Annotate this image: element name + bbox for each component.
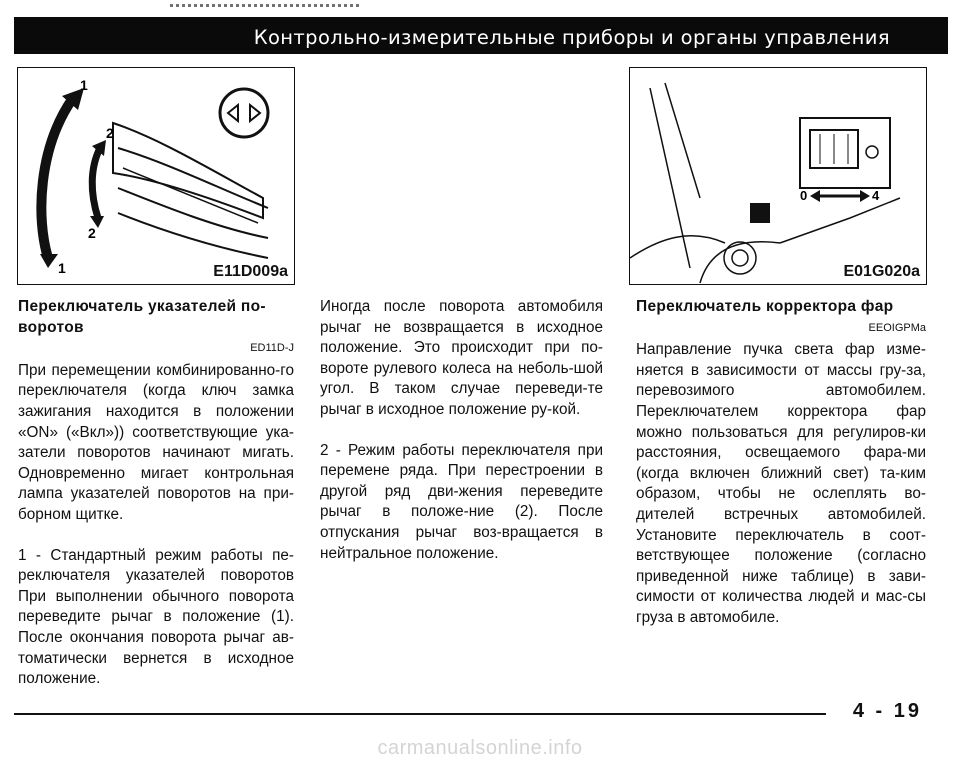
turn-signal-lever-illustration <box>18 68 294 284</box>
figure-label-0: 0 <box>800 188 808 203</box>
section-title: Контрольно-измерительные приборы и органы управления <box>253 26 890 49</box>
turn-signal-figure <box>17 67 295 285</box>
section-heading: Переключатель корректора фар <box>636 298 894 315</box>
paragraph: Иногда после поворота автомобиля рычаг не возвращается в исходное положение. Это происходит при по-вороте рулевого колеса на неболь-шой угол. В таком случае переведи-те рычаг в исходное положение ру-кой. <box>320 298 603 418</box>
headlight-leveling-figure <box>629 67 927 285</box>
paragraph: При перемещении комбинированно-го переключателя (когда ключ замка зажигания находится в положении «ON» («Вкл»)) соответствующие ука-затели поворотов начинают мигать. Одновременно мигает контрольная лампа указателей поворотов на при-борном щитке. <box>18 361 294 523</box>
lane-change-section <box>320 297 603 564</box>
figure-label-2-bottom: 2 <box>88 225 96 241</box>
figure-label-1-top: 1 <box>80 77 88 93</box>
section-code: ED11D-J <box>250 342 294 355</box>
footer-rule <box>14 713 826 715</box>
paragraph: 2 - Режим работы переключателя при перемене ряда. При перестроении в другой ряд дви-жения переведите рычаг в положе-ние (2). После отпускания рычаг воз-вращается в нейтральное положение. <box>320 441 603 562</box>
page-number: 4 - 19 <box>852 700 922 722</box>
section-code: EEOIGPMa <box>868 321 926 334</box>
paragraph: Направление пучка света фар изме-няется в зависимости от массы гру-за, перевозимого автомобилем. Переключателем корректора фар можно пользоваться для регулиров-ки расстояния, освещаемого фара-ми (когда включен ближний свет) та-ким образом, чтобы не ослеплять во-дителей встречных автомобилей. Установите переключатель в соот-ветствующее положение (согласно приведенной ниже таблице) в зави-симости от количества людей и мас-сы груза в автомобиле. <box>636 341 926 626</box>
scan-artifact <box>170 4 360 7</box>
figure-label-1-bottom: 1 <box>58 260 66 276</box>
watermark: carmanualsonline.info <box>377 737 583 759</box>
turn-signal-section <box>18 297 294 690</box>
figure-code: E11D009a <box>213 263 288 280</box>
figure-label-2-top: 2 <box>106 125 114 141</box>
figure-label-4: 4 <box>872 188 880 203</box>
figure-code: E01G020a <box>843 263 920 280</box>
section-header <box>14 17 948 54</box>
paragraph: 1 - Стандартный режим работы пе-реключателя указателей поворотов При выполнении обычного поворота переведите рычаг в положение (1). После окончания поворота рычаг ав-томатически вернется в исходное положение. <box>18 546 294 688</box>
headlight-leveling-section <box>636 297 926 629</box>
section-heading: Переключатель указателей по-воротов <box>18 298 266 336</box>
headlight-leveling-illustration <box>630 68 926 284</box>
